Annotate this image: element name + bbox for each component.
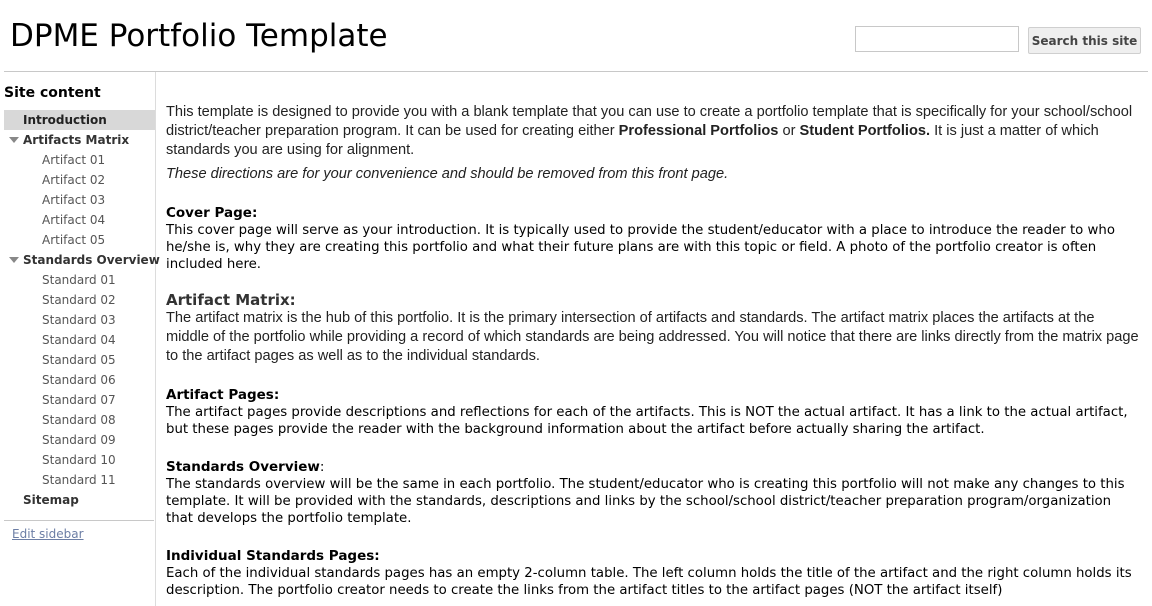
section-standards-overview	[166, 459, 1141, 527]
sidebar-item-artifact-04[interactable]: Artifact 04	[42, 213, 106, 227]
section-heading: Artifact Matrix:	[166, 291, 296, 309]
sidebar-heading: Site content	[4, 85, 101, 101]
section-text: The standards overview will be the same in each portfolio. The student/educator who is creating this portfolio will not make any changes to this template. It will be provided with the standards, descriptions and links by the school/school district/teacher preparation program/organization that develops the portfolio template.	[166, 477, 1125, 526]
section-individual-standards-pages	[166, 548, 1141, 599]
sidebar-item-artifact-03[interactable]: Artifact 03	[42, 193, 106, 207]
collapse-triangle-icon[interactable]	[9, 257, 19, 263]
sidebar-item-artifact-02[interactable]: Artifact 02	[42, 173, 106, 187]
sidebar-item-sitemap[interactable]: Sitemap	[23, 493, 79, 507]
section-heading: Standards Overview:	[166, 459, 325, 475]
section-text: The artifact matrix is the hub of this portfolio. It is the primary intersection of artifacts and standards. The artifact matrix places the artifacts at the middle of the portfolio while providing a record of which standards are being addressed. You will notice that there are links directly from the matrix page to the artifact pages as well as to the individual standards.	[166, 310, 1139, 364]
sidebar-item-standard-11[interactable]: Standard 11	[42, 473, 116, 487]
section-artifact-matrix	[166, 292, 1141, 366]
collapse-triangle-icon[interactable]	[9, 137, 19, 143]
section-cover-page	[166, 205, 1141, 273]
sidebar-item-label: Standards Overview	[23, 253, 160, 267]
section-heading: Individual Standards Pages:	[166, 548, 380, 564]
edit-sidebar-link[interactable]: Edit sidebar	[12, 527, 84, 541]
section-text: This cover page will serve as your introduction. It is typically used to provide the student/educator with a place to introduce the reader to who he/she is, why they are creating this portfolio and what their future plans are with this topic or field. A photo of the portfolio creator is often included here.	[166, 223, 1115, 272]
section-text: The artifact pages provide descriptions and reflections for each of the artifacts. This is NOT the actual artifact. It has a link to the actual artifact, but these pages provide the reader with the background information about the artifact before actually sharing the artifact.	[166, 405, 1128, 437]
professional-portfolios-text: Professional Portfolios	[618, 123, 779, 139]
sidebar-item-standard-04[interactable]: Standard 04	[42, 333, 116, 347]
sidebar	[0, 72, 160, 606]
section-artifact-pages	[166, 387, 1141, 438]
sidebar-item-standard-03[interactable]: Standard 03	[42, 313, 116, 327]
sidebar-item-standard-08[interactable]: Standard 08	[42, 413, 116, 427]
sidebar-item-standard-05[interactable]: Standard 05	[42, 353, 116, 367]
sidebar-divider	[4, 520, 154, 521]
site-title: DPME Portfolio Template	[10, 18, 388, 54]
sidebar-item-standard-01[interactable]: Standard 01	[42, 273, 116, 287]
intro-paragraph: This template is designed to provide you with a blank template that you can use to create a portfolio template that is specifically for your school/school district/teacher preparation program. It can be used for creating either Professional Portfolios or Student Portfolios. It is just a matter of which standards you are using for alignment.	[166, 104, 1133, 158]
sidebar-item-artifacts-matrix[interactable]	[0, 130, 155, 150]
sidebar-item-artifact-01[interactable]: Artifact 01	[42, 153, 106, 167]
sidebar-item-label: Artifacts Matrix	[23, 133, 130, 147]
sidebar-item-standard-06[interactable]: Standard 06	[42, 373, 116, 387]
main-content	[166, 103, 1141, 599]
directions-note: These directions are for your convenience and should be removed from this front page.	[166, 166, 729, 182]
search-input[interactable]	[855, 26, 1019, 52]
sidebar-nav	[0, 110, 160, 510]
student-portfolios-text: Student Portfolios.	[799, 123, 931, 139]
search-button[interactable]: Search this site	[1028, 27, 1141, 54]
sidebar-item-artifact-05[interactable]: Artifact 05	[42, 233, 106, 247]
sidebar-item-standard-02[interactable]: Standard 02	[42, 293, 116, 307]
sidebar-item-standard-07[interactable]: Standard 07	[42, 393, 116, 407]
section-heading: Cover Page:	[166, 205, 258, 221]
section-heading: Artifact Pages:	[166, 387, 280, 403]
header-divider	[4, 71, 1148, 72]
sidebar-item-standard-10[interactable]: Standard 10	[42, 453, 116, 467]
sidebar-item-introduction[interactable]: Introduction	[4, 110, 155, 130]
sidebar-item-standard-09[interactable]: Standard 09	[42, 433, 116, 447]
section-text: Each of the individual standards pages has an empty 2-column table. The left column holds the title of the artifact and the right column holds its description. The portfolio creator needs to create the links from the artifact titles to the artifact pages (NOT the artifact itself)	[166, 566, 1132, 598]
sidebar-item-standards-overview[interactable]	[0, 250, 160, 270]
